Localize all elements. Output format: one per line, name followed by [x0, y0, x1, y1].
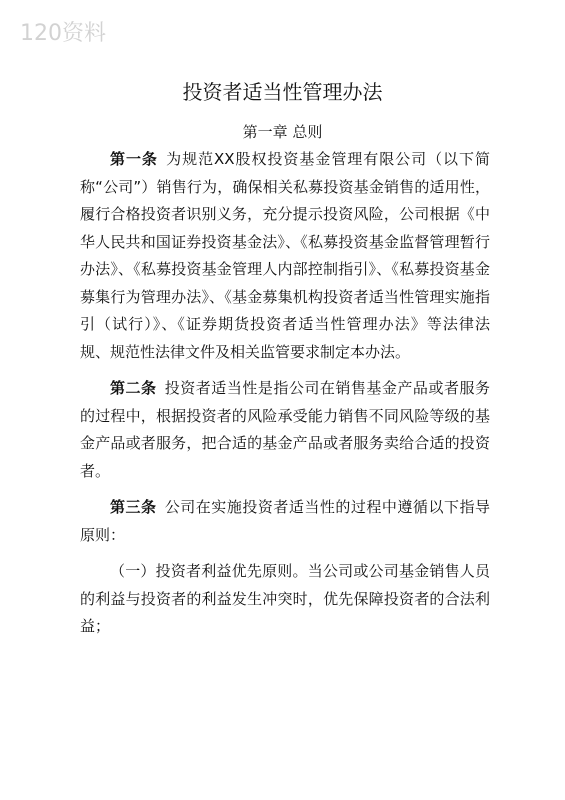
article-paragraph-3: [80, 494, 490, 549]
document-body: [80, 146, 490, 650]
watermark-text: 120资料: [20, 21, 106, 46]
principle-paragraph-1: [80, 558, 490, 641]
principle-text: （一）投资者利益优先原则。当公司或公司基金销售人员的利益与投资者的利益发生冲突时，优先保障投资者的合法利益；: [80, 562, 490, 635]
article-number: 第二条: [110, 379, 157, 397]
article-paragraph-1: [80, 146, 490, 366]
article-number: 第一条: [110, 150, 158, 168]
chapter-heading: 第一章 总则: [242, 123, 323, 141]
article-number: 第三条: [110, 498, 157, 516]
article-text: 为规范XX股权投资基金管理有限公司（以下简称“公司”）销售行为，确保相关私募投资基金销售的适用性，履行合格投资者识别义务，充分提示投资风险，公司根据《中华人民共和国证券投资基金法》、《私募投资基金监督管理暂行办法》、《私募投资基金管理人内部控制指引》、《私募投资基金募集行为管理办法》、《基金募集机构投资者适当性管理实施指引（试行）》、《证券期货投资者适当性管理办法》等法律法规、规范性法律文件及相关监管要求制定本办法。: [80, 150, 490, 361]
article-paragraph-2: [80, 375, 490, 485]
article-text: 投资者适当性是指公司在销售基金产品或者服务的过程中，根据投资者的风险承受能力销售不同风险等级的基金产品或者服务，把合适的基金产品或者服务卖给合适的投资者。: [80, 379, 490, 480]
article-text: 公司在实施投资者适当性的过程中遵循以下指导原则：: [80, 498, 490, 544]
document-title: 投资者适当性管理办法: [182, 80, 383, 104]
